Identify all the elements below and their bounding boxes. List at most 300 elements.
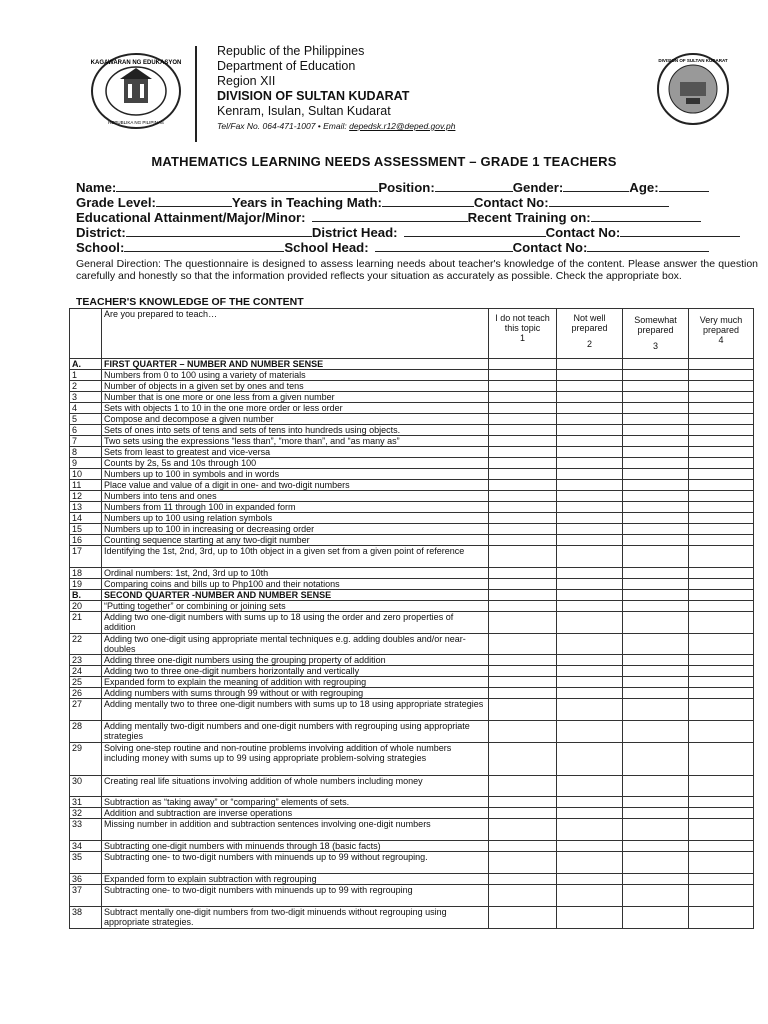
rating-checkbox-2[interactable] bbox=[557, 775, 623, 797]
table-row bbox=[70, 403, 754, 414]
table-row bbox=[70, 392, 754, 403]
education-field[interactable] bbox=[312, 209, 468, 222]
row-topic: “Putting together” or combining or joining sets bbox=[102, 600, 489, 611]
rating-checkbox-4[interactable] bbox=[689, 392, 754, 403]
rating-checkbox-2[interactable] bbox=[557, 852, 623, 874]
rating-checkbox-4[interactable] bbox=[689, 425, 754, 436]
rating-checkbox-3[interactable] bbox=[623, 852, 689, 874]
rating-checkbox-1[interactable] bbox=[489, 852, 557, 874]
rating-checkbox-1[interactable] bbox=[489, 874, 557, 885]
rating-4-label: Very much prepared bbox=[699, 315, 743, 335]
rating-checkbox-2[interactable] bbox=[557, 381, 623, 392]
rating-checkbox-1[interactable] bbox=[489, 414, 557, 425]
table-row bbox=[70, 655, 754, 666]
rating-checkbox-3 bbox=[623, 359, 689, 370]
rating-checkbox-2[interactable] bbox=[557, 655, 623, 666]
rating-checkbox-2[interactable] bbox=[557, 370, 623, 381]
contact-field-2[interactable] bbox=[620, 224, 740, 237]
rating-checkbox-4[interactable] bbox=[689, 688, 754, 699]
rating-checkbox-3[interactable] bbox=[623, 436, 689, 447]
row-number: 34 bbox=[70, 841, 102, 852]
row-number: 32 bbox=[70, 808, 102, 819]
rating-checkbox-2[interactable] bbox=[557, 546, 623, 568]
rating-checkbox-1[interactable] bbox=[489, 600, 557, 611]
rating-checkbox-1[interactable] bbox=[489, 797, 557, 808]
rating-checkbox-2[interactable] bbox=[557, 491, 623, 502]
table-row bbox=[70, 491, 754, 502]
rating-checkbox-2[interactable] bbox=[557, 600, 623, 611]
rating-checkbox-4[interactable] bbox=[689, 841, 754, 852]
rating-header-3 bbox=[623, 309, 689, 359]
rating-checkbox-3[interactable] bbox=[623, 775, 689, 797]
row-number: 12 bbox=[70, 491, 102, 502]
rating-checkbox-1[interactable] bbox=[489, 819, 557, 841]
rating-1-number: 1 bbox=[519, 333, 525, 343]
rating-checkbox-2[interactable] bbox=[557, 874, 623, 885]
region-line: Region XII bbox=[217, 74, 276, 88]
table-row bbox=[70, 447, 754, 458]
rating-checkbox-4[interactable] bbox=[689, 874, 754, 885]
rating-checkbox-1[interactable] bbox=[489, 491, 557, 502]
rating-checkbox-2[interactable] bbox=[557, 403, 623, 414]
rating-4-number: 4 bbox=[718, 335, 724, 345]
rating-2-label: Not well prepared bbox=[571, 313, 608, 333]
rating-checkbox-4[interactable] bbox=[689, 469, 754, 480]
row-number: 22 bbox=[70, 633, 102, 655]
email-link[interactable]: depedsk.r12@deped.gov.ph bbox=[349, 121, 456, 131]
rating-2-number: 2 bbox=[586, 339, 592, 349]
rating-checkbox-2[interactable] bbox=[557, 797, 623, 808]
row-number: 1 bbox=[70, 370, 102, 381]
table-row bbox=[70, 808, 754, 819]
row-number: 10 bbox=[70, 469, 102, 480]
rating-checkbox-1[interactable] bbox=[489, 808, 557, 819]
row-number: 25 bbox=[70, 677, 102, 688]
row-number: 36 bbox=[70, 874, 102, 885]
rating-checkbox-1[interactable] bbox=[489, 458, 557, 469]
rating-checkbox-3[interactable] bbox=[623, 502, 689, 513]
education-label: Educational Attainment/Major/Minor: bbox=[76, 210, 306, 225]
rating-checkbox-1[interactable] bbox=[489, 885, 557, 907]
rating-checkbox-3[interactable] bbox=[623, 677, 689, 688]
rating-3-label: Somewhat prepared bbox=[634, 315, 677, 335]
row-topic: Subtraction as “taking away” or “comparing” elements of sets. bbox=[102, 797, 489, 808]
row-number: 35 bbox=[70, 852, 102, 874]
rating-checkbox-3[interactable] bbox=[623, 447, 689, 458]
rating-checkbox-3[interactable] bbox=[623, 578, 689, 589]
table-row bbox=[70, 852, 754, 874]
rating-checkbox-4[interactable] bbox=[689, 480, 754, 491]
letterhead bbox=[90, 44, 728, 134]
school-head-label: School Head: bbox=[284, 240, 369, 255]
row-topic: Adding three one-digit numbers using the grouping property of addition bbox=[102, 655, 489, 666]
rating-checkbox-3[interactable] bbox=[623, 370, 689, 381]
table-row bbox=[70, 578, 754, 589]
table-row bbox=[70, 841, 754, 852]
table-row bbox=[70, 370, 754, 381]
rating-checkbox-1[interactable] bbox=[489, 611, 557, 633]
contact-field-1[interactable] bbox=[549, 194, 669, 207]
rating-checkbox-4[interactable] bbox=[689, 436, 754, 447]
row-number: 19 bbox=[70, 578, 102, 589]
row-topic: Numbers into tens and ones bbox=[102, 491, 489, 502]
rating-checkbox-1[interactable] bbox=[489, 392, 557, 403]
rating-checkbox-1[interactable] bbox=[489, 502, 557, 513]
rating-checkbox-3[interactable] bbox=[623, 546, 689, 568]
row-topic: Two sets using the expressions “less than”, “more than”, and “as many as” bbox=[102, 436, 489, 447]
rating-checkbox-4[interactable] bbox=[689, 775, 754, 797]
rating-checkbox-3[interactable] bbox=[623, 567, 689, 578]
row-topic: Counts by 2s, 5s and 10s through 100 bbox=[102, 458, 489, 469]
letterhead-text bbox=[217, 44, 455, 134]
row-number: 2 bbox=[70, 381, 102, 392]
row-topic: Numbers up to 100 in symbols and in words bbox=[102, 469, 489, 480]
table-row bbox=[70, 633, 754, 655]
rating-checkbox-4[interactable] bbox=[689, 381, 754, 392]
rating-checkbox-1[interactable] bbox=[489, 447, 557, 458]
rating-checkbox-4[interactable] bbox=[689, 808, 754, 819]
rating-checkbox-3[interactable] bbox=[623, 392, 689, 403]
row-number: 21 bbox=[70, 611, 102, 633]
rating-checkbox-3[interactable] bbox=[623, 611, 689, 633]
row-topic: Adding numbers with sums through 99 without or with regrouping bbox=[102, 688, 489, 699]
rating-checkbox-4[interactable] bbox=[689, 797, 754, 808]
row-number: B. bbox=[70, 589, 102, 600]
rating-checkbox-4[interactable] bbox=[689, 819, 754, 841]
district-head-label: District Head: bbox=[311, 225, 398, 240]
rating-checkbox-2[interactable] bbox=[557, 524, 623, 535]
row-number: 14 bbox=[70, 513, 102, 524]
rating-checkbox-3[interactable] bbox=[623, 633, 689, 655]
row-number: 7 bbox=[70, 436, 102, 447]
rating-checkbox-3[interactable] bbox=[623, 414, 689, 425]
school-head-field[interactable] bbox=[375, 239, 513, 252]
rating-checkbox-1[interactable] bbox=[489, 688, 557, 699]
rating-checkbox-3[interactable] bbox=[623, 742, 689, 775]
row-topic: Subtracting one- to two-digit numbers with minuends up to 99 without regrouping. bbox=[102, 852, 489, 874]
rating-header-2 bbox=[557, 309, 623, 359]
table-row bbox=[70, 611, 754, 633]
rating-checkbox-2[interactable] bbox=[557, 535, 623, 546]
rating-checkbox-4[interactable] bbox=[689, 742, 754, 775]
rating-checkbox-4[interactable] bbox=[689, 447, 754, 458]
rating-checkbox-1[interactable] bbox=[489, 841, 557, 852]
rating-checkbox-3[interactable] bbox=[623, 841, 689, 852]
rating-checkbox-3[interactable] bbox=[623, 655, 689, 666]
table-row bbox=[70, 688, 754, 699]
rating-checkbox-1[interactable] bbox=[489, 742, 557, 775]
deped-seal-icon bbox=[90, 52, 182, 130]
rating-checkbox-3[interactable] bbox=[623, 721, 689, 743]
row-topic: Comparing coins and bills up to Php100 and their notations bbox=[102, 578, 489, 589]
rating-checkbox-2[interactable] bbox=[557, 666, 623, 677]
row-topic: Numbers up to 100 using relation symbols bbox=[102, 513, 489, 524]
rating-checkbox-1 bbox=[489, 359, 557, 370]
rating-checkbox-4 bbox=[689, 589, 754, 600]
school-label: School: bbox=[76, 240, 125, 255]
row-number: 5 bbox=[70, 414, 102, 425]
rating-checkbox-2[interactable] bbox=[557, 578, 623, 589]
row-number: 6 bbox=[70, 425, 102, 436]
rating-checkbox-4[interactable] bbox=[689, 906, 754, 928]
rating-checkbox-4[interactable] bbox=[689, 699, 754, 721]
row-number: 27 bbox=[70, 699, 102, 721]
rating-checkbox-1[interactable] bbox=[489, 666, 557, 677]
rating-checkbox-2[interactable] bbox=[557, 469, 623, 480]
table-row bbox=[70, 381, 754, 392]
table-row bbox=[70, 524, 754, 535]
contact-field-3[interactable] bbox=[587, 239, 709, 252]
rating-checkbox-4[interactable] bbox=[689, 535, 754, 546]
rating-checkbox-4[interactable] bbox=[689, 546, 754, 568]
rating-checkbox-3[interactable] bbox=[623, 535, 689, 546]
rating-checkbox-3[interactable] bbox=[623, 600, 689, 611]
rating-checkbox-3[interactable] bbox=[623, 491, 689, 502]
rating-checkbox-2[interactable] bbox=[557, 721, 623, 743]
form-row-1 bbox=[76, 179, 756, 194]
rating-checkbox-3[interactable] bbox=[623, 666, 689, 677]
rating-checkbox-3[interactable] bbox=[623, 513, 689, 524]
rating-checkbox-2[interactable] bbox=[557, 699, 623, 721]
rating-checkbox-3[interactable] bbox=[623, 458, 689, 469]
table-row bbox=[70, 666, 754, 677]
years-label: Years in Teaching Math: bbox=[231, 195, 382, 210]
section-row bbox=[70, 359, 754, 370]
rating-checkbox-3[interactable] bbox=[623, 874, 689, 885]
row-topic: Numbers from 11 through 100 in expanded form bbox=[102, 502, 489, 513]
table-row bbox=[70, 567, 754, 578]
rating-checkbox-4[interactable] bbox=[689, 578, 754, 589]
row-number: 3 bbox=[70, 392, 102, 403]
rating-checkbox-1[interactable] bbox=[489, 633, 557, 655]
rating-checkbox-1[interactable] bbox=[489, 524, 557, 535]
number-column-header bbox=[70, 309, 102, 359]
rating-checkbox-2[interactable] bbox=[557, 808, 623, 819]
rating-checkbox-3[interactable] bbox=[623, 381, 689, 392]
gender-field[interactable] bbox=[563, 179, 629, 192]
rating-1-label: I do not teach this topic bbox=[495, 313, 550, 333]
division-seal-icon bbox=[656, 52, 730, 126]
training-field[interactable] bbox=[591, 209, 701, 222]
rating-checkbox-1[interactable] bbox=[489, 535, 557, 546]
rating-checkbox-4[interactable] bbox=[689, 655, 754, 666]
rating-checkbox-4[interactable] bbox=[689, 677, 754, 688]
rating-checkbox-2[interactable] bbox=[557, 633, 623, 655]
rating-checkbox-3[interactable] bbox=[623, 808, 689, 819]
row-number: 30 bbox=[70, 775, 102, 797]
rating-checkbox-1[interactable] bbox=[489, 677, 557, 688]
table-row bbox=[70, 677, 754, 688]
rating-checkbox-1[interactable] bbox=[489, 381, 557, 392]
rating-checkbox-4[interactable] bbox=[689, 666, 754, 677]
district-field[interactable] bbox=[126, 224, 312, 237]
rating-checkbox-3[interactable] bbox=[623, 469, 689, 480]
rating-checkbox-4[interactable] bbox=[689, 502, 754, 513]
rating-checkbox-3[interactable] bbox=[623, 699, 689, 721]
rating-checkbox-1[interactable] bbox=[489, 436, 557, 447]
address-line: Kenram, Isulan, Sultan Kudarat bbox=[217, 104, 391, 118]
row-number: A. bbox=[70, 359, 102, 370]
row-number: 31 bbox=[70, 797, 102, 808]
rating-checkbox-1[interactable] bbox=[489, 546, 557, 568]
row-number: 37 bbox=[70, 885, 102, 907]
rating-checkbox-3[interactable] bbox=[623, 480, 689, 491]
form-row-4 bbox=[76, 224, 756, 239]
rating-checkbox-2[interactable] bbox=[557, 841, 623, 852]
row-topic: Subtracting one-digit numbers with minuends through 18 (basic facts) bbox=[102, 841, 489, 852]
rating-checkbox-4[interactable] bbox=[689, 633, 754, 655]
age-field[interactable] bbox=[659, 179, 709, 192]
rating-checkbox-2[interactable] bbox=[557, 677, 623, 688]
assessment-table bbox=[69, 308, 754, 929]
training-label: Recent Training on: bbox=[467, 210, 591, 225]
row-topic: Creating real life situations involving addition of whole numbers including money bbox=[102, 775, 489, 797]
rating-checkbox-2[interactable] bbox=[557, 742, 623, 775]
rating-checkbox-1[interactable] bbox=[489, 775, 557, 797]
row-topic: Adding two one-digit using appropriate mental techniques e.g. adding doubles and/or near-doubles bbox=[102, 633, 489, 655]
rating-checkbox-3[interactable] bbox=[623, 819, 689, 841]
contact-line bbox=[217, 119, 455, 134]
rating-checkbox-3[interactable] bbox=[623, 688, 689, 699]
rating-checkbox-1[interactable] bbox=[489, 480, 557, 491]
rating-checkbox-2[interactable] bbox=[557, 819, 623, 841]
row-topic: Numbers up to 100 in increasing or decreasing order bbox=[102, 524, 489, 535]
years-field[interactable] bbox=[382, 194, 474, 207]
rating-checkbox-1 bbox=[489, 589, 557, 600]
department-line: Department of Education bbox=[217, 59, 356, 73]
rating-checkbox-2[interactable] bbox=[557, 513, 623, 524]
row-number: 26 bbox=[70, 688, 102, 699]
rating-checkbox-3[interactable] bbox=[623, 906, 689, 928]
rating-checkbox-2[interactable] bbox=[557, 414, 623, 425]
rating-checkbox-4[interactable] bbox=[689, 414, 754, 425]
rating-checkbox-1[interactable] bbox=[489, 370, 557, 381]
rating-checkbox-4[interactable] bbox=[689, 513, 754, 524]
rating-checkbox-2[interactable] bbox=[557, 447, 623, 458]
rating-checkbox-1[interactable] bbox=[489, 567, 557, 578]
rating-checkbox-2[interactable] bbox=[557, 392, 623, 403]
rating-checkbox-4[interactable] bbox=[689, 721, 754, 743]
rating-checkbox-4[interactable] bbox=[689, 611, 754, 633]
row-topic: Ordinal numbers: 1st, 2nd, 3rd up to 10th bbox=[102, 567, 489, 578]
seal-right-text: DIVISION OF SULTAN KUDARAT bbox=[658, 58, 728, 63]
contact-label-3: Contact No: bbox=[512, 240, 588, 255]
table-row bbox=[70, 699, 754, 721]
district-head-field[interactable] bbox=[404, 224, 546, 237]
rating-checkbox-2[interactable] bbox=[557, 885, 623, 907]
table-row bbox=[70, 600, 754, 611]
row-topic: Sets with objects 1 to 10 in the one more order or less order bbox=[102, 403, 489, 414]
rating-checkbox-1[interactable] bbox=[489, 403, 557, 414]
row-topic: Subtracting one- to two-digit numbers with minuends up to 99 with regrouping bbox=[102, 885, 489, 907]
contact-label-1: Contact No: bbox=[473, 195, 549, 210]
rating-checkbox-3[interactable] bbox=[623, 403, 689, 414]
rating-checkbox-4[interactable] bbox=[689, 885, 754, 907]
document-title: MATHEMATICS LEARNING NEEDS ASSESSMENT – GRADE 1 TEACHERS bbox=[151, 154, 617, 169]
rating-checkbox-4[interactable] bbox=[689, 852, 754, 874]
table-row bbox=[70, 775, 754, 797]
rating-checkbox-2[interactable] bbox=[557, 567, 623, 578]
row-number: 11 bbox=[70, 480, 102, 491]
rating-checkbox-4[interactable] bbox=[689, 491, 754, 502]
rating-checkbox-2[interactable] bbox=[557, 436, 623, 447]
table-row bbox=[70, 414, 754, 425]
question-column-header: Are you prepared to teach… bbox=[102, 309, 489, 359]
seal-left-inner: REPUBLIKA NG PILIPINAS bbox=[108, 120, 164, 125]
rating-checkbox-4[interactable] bbox=[689, 458, 754, 469]
row-topic: Adding two to three one-digit numbers horizontally and vertically bbox=[102, 666, 489, 677]
rating-checkbox-3[interactable] bbox=[623, 524, 689, 535]
form-row-2 bbox=[76, 194, 756, 209]
rating-checkbox-1[interactable] bbox=[489, 578, 557, 589]
rating-checkbox-4[interactable] bbox=[689, 600, 754, 611]
table-row bbox=[70, 458, 754, 469]
rating-checkbox-4[interactable] bbox=[689, 567, 754, 578]
form-row-3 bbox=[76, 209, 756, 224]
district-label: District: bbox=[76, 225, 126, 240]
rating-checkbox-3[interactable] bbox=[623, 797, 689, 808]
rating-checkbox-4[interactable] bbox=[689, 403, 754, 414]
rating-checkbox-1[interactable] bbox=[489, 721, 557, 743]
rating-checkbox-2[interactable] bbox=[557, 458, 623, 469]
rating-checkbox-3[interactable] bbox=[623, 885, 689, 907]
table-row bbox=[70, 874, 754, 885]
row-number: 4 bbox=[70, 403, 102, 414]
rating-checkbox-2[interactable] bbox=[557, 480, 623, 491]
row-topic: Subtract mentally one-digit numbers from two-digit minuends without regrouping using appropriate strategies. bbox=[102, 906, 489, 928]
row-topic: Number of objects in a given set by ones and tens bbox=[102, 381, 489, 392]
grade-level-label: Grade Level: bbox=[76, 195, 156, 210]
rating-checkbox-1[interactable] bbox=[489, 513, 557, 524]
rating-checkbox-4[interactable] bbox=[689, 370, 754, 381]
school-field[interactable] bbox=[124, 239, 284, 252]
rating-checkbox-1[interactable] bbox=[489, 699, 557, 721]
row-number: 33 bbox=[70, 819, 102, 841]
rating-checkbox-1[interactable] bbox=[489, 469, 557, 480]
grade-level-field[interactable] bbox=[156, 194, 232, 207]
name-field[interactable] bbox=[116, 179, 378, 192]
row-number: 15 bbox=[70, 524, 102, 535]
row-topic: Addition and subtraction are inverse operations bbox=[102, 808, 489, 819]
rating-checkbox-2 bbox=[557, 359, 623, 370]
row-topic: Adding mentally two-digit numbers and one-digit numbers with regrouping using appropriate strategies bbox=[102, 721, 489, 743]
gender-label: Gender: bbox=[512, 180, 564, 195]
rating-checkbox-4[interactable] bbox=[689, 524, 754, 535]
rating-checkbox-2[interactable] bbox=[557, 425, 623, 436]
row-topic: Missing number in addition and subtraction sentences involving one-digit numbers bbox=[102, 819, 489, 841]
row-topic: Adding two one-digit numbers with sums up to 18 using the order and zero properties of addition bbox=[102, 611, 489, 633]
rating-checkbox-3 bbox=[623, 589, 689, 600]
row-number: 29 bbox=[70, 742, 102, 775]
section-row bbox=[70, 589, 754, 600]
rating-checkbox-2[interactable] bbox=[557, 906, 623, 928]
rating-checkbox-1[interactable] bbox=[489, 425, 557, 436]
row-topic: Expanded form to explain the meaning of addition with regrouping bbox=[102, 677, 489, 688]
rating-checkbox-1[interactable] bbox=[489, 906, 557, 928]
general-direction: General Direction: The questionnaire is designed to assess learning needs about teacher's knowledge of the content. Please answer the question carefully and honestly so that the information provided reflects your situation as accurately as possible. Check the appropriate box. bbox=[76, 258, 758, 282]
header-divider bbox=[195, 46, 197, 142]
rating-checkbox-3[interactable] bbox=[623, 425, 689, 436]
row-topic: Numbers from 0 to 100 using a variety of materials bbox=[102, 370, 489, 381]
position-field[interactable] bbox=[435, 179, 513, 192]
rating-checkbox-1[interactable] bbox=[489, 655, 557, 666]
row-number: 18 bbox=[70, 567, 102, 578]
rating-checkbox-2[interactable] bbox=[557, 688, 623, 699]
rating-checkbox-2[interactable] bbox=[557, 502, 623, 513]
contact-label-2: Contact No: bbox=[545, 225, 621, 240]
rating-checkbox-2 bbox=[557, 589, 623, 600]
rating-checkbox-2[interactable] bbox=[557, 611, 623, 633]
